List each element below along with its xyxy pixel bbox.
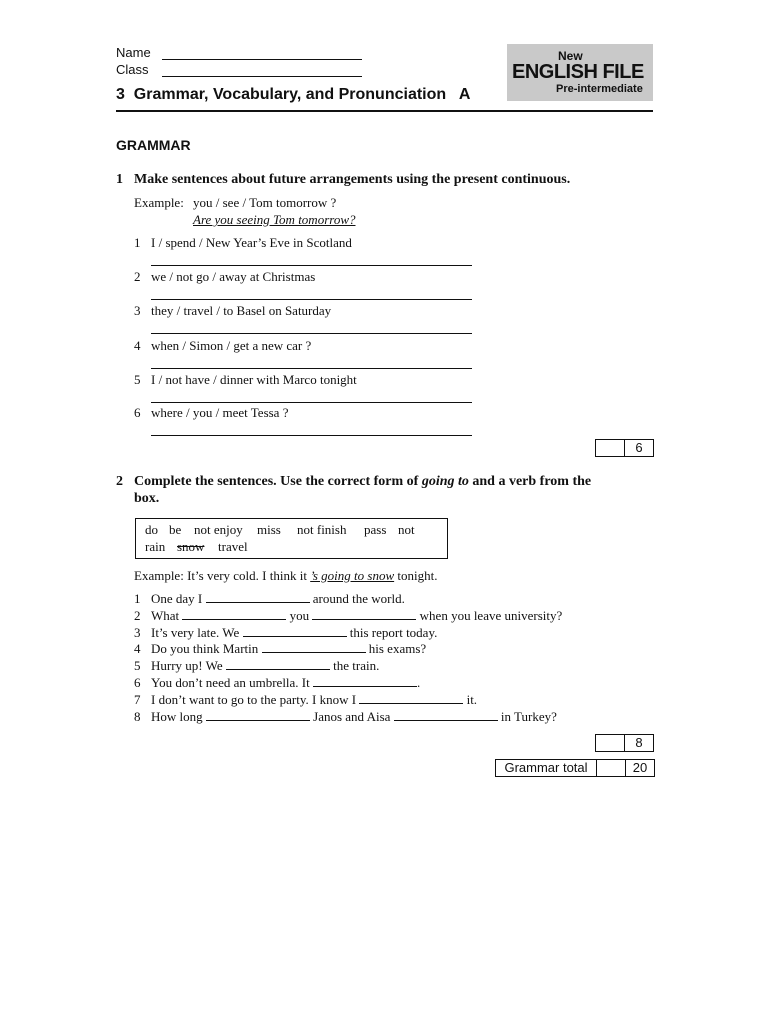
q2-instruction-part2: and a verb from the [472, 474, 592, 489]
q2-item-text: Janos and Aisa [313, 709, 391, 724]
q2-item [151, 675, 420, 691]
page-title: 3 Grammar, Vocabulary, and Pronunciation A [116, 86, 471, 103]
q2-item-text: you [289, 608, 310, 623]
q2-item [151, 709, 557, 725]
q2-score-max: 8 [635, 735, 643, 750]
box-word: not [398, 522, 415, 537]
q2-blank[interactable] [394, 710, 498, 721]
q2-blank[interactable] [313, 676, 417, 687]
box-word: rain [145, 539, 166, 554]
q2-example-post: tonight. [397, 568, 438, 583]
q2-instruction-part1: Complete the sentences. Use the correct form of [134, 474, 419, 489]
q1-score-box [595, 439, 654, 457]
box-word: not finish [297, 522, 347, 537]
q2-item-text: the train. [333, 658, 380, 673]
q2-item-number: 8 [134, 709, 141, 724]
q2-item-number: 7 [134, 692, 141, 707]
name-label: Name [116, 45, 151, 60]
q1-example-prompt: you / see / Tom tomorrow ? [193, 195, 337, 210]
q2-item-text: You don’t need an umbrella. It [151, 675, 310, 690]
q1-item-number: 5 [134, 372, 141, 387]
q2-item-text: One day I [151, 591, 203, 606]
header-rule [116, 110, 653, 112]
q2-item-number: 2 [134, 608, 141, 623]
q2-item-text: in Turkey? [500, 709, 557, 724]
box-word: do [145, 522, 158, 537]
logo-sub: Pre-intermediate [556, 83, 643, 95]
q2-item-text: I don’t want to go to the party. I know I [151, 692, 357, 707]
box-word: be [169, 522, 182, 537]
q2-item-text: It’s very late. We [151, 625, 240, 640]
q2-item-number: 4 [134, 641, 141, 656]
grammar-total-input[interactable] [597, 760, 626, 776]
name-field[interactable] [162, 46, 362, 60]
box-word-crossed: snow [177, 539, 205, 554]
q1-answer-line[interactable] [151, 435, 472, 436]
q2-blank[interactable] [243, 626, 347, 637]
q2-item-text: his exams? [368, 641, 427, 656]
q2-item [151, 591, 405, 607]
q2-item-text: Hurry up! We [151, 658, 223, 673]
box-word: pass [364, 522, 387, 537]
word-box [135, 518, 448, 559]
q1-example-answer: Are you seeing Tom tomorrow? [193, 212, 356, 227]
q2-instruction-italic: going to [421, 474, 469, 489]
q2-score-input[interactable] [596, 735, 625, 751]
q2-item [151, 608, 562, 624]
q1-item-number: 1 [134, 235, 141, 250]
logo-main: ENGLISH FILE [512, 61, 644, 83]
q2-item-text: this report today. [349, 625, 438, 640]
q1-answer-line[interactable] [151, 333, 472, 334]
q2-blank[interactable] [312, 609, 416, 620]
q1-item-text: we / not go / away at Christmas [151, 269, 316, 284]
q1-item-text: where / you / meet Tessa ? [151, 405, 289, 420]
q1-item-text: I / not have / dinner with Marco tonight [151, 372, 357, 387]
q1-answer-line[interactable] [151, 402, 472, 403]
q2-instruction-line2: box. [134, 491, 160, 506]
q2-example-label: Example: [134, 568, 184, 583]
class-field[interactable] [162, 63, 362, 77]
box-word: travel [218, 539, 248, 554]
q2-item-number: 1 [134, 591, 141, 606]
q2-blank[interactable] [359, 693, 463, 704]
q1-score-max: 6 [635, 440, 643, 455]
q2-item-number: 3 [134, 625, 141, 640]
q1-item-number: 2 [134, 269, 141, 284]
q2-item-text: Do you think Martin [151, 641, 259, 656]
q1-item-number: 3 [134, 303, 141, 318]
q1-score-input[interactable] [596, 440, 625, 456]
q1-item-text: when / Simon / get a new car ? [151, 338, 312, 353]
q2-item-text: it. [466, 692, 478, 707]
q2-number: 2 [116, 474, 123, 489]
q1-example-label: Example: [134, 195, 184, 210]
q2-blank[interactable] [206, 592, 310, 603]
grammar-total-max: 20 [632, 760, 648, 775]
q2-item [151, 625, 437, 641]
q1-answer-line[interactable] [151, 368, 472, 369]
q2-blank[interactable] [206, 710, 310, 721]
q2-item-text: What [151, 608, 180, 623]
q2-item [151, 641, 426, 657]
q2-item [151, 658, 379, 674]
q2-example-pre: It’s very cold. I think it [187, 568, 307, 583]
box-word: not enjoy [194, 522, 243, 537]
section-title: GRAMMAR [116, 137, 191, 153]
q2-item-text: . [417, 675, 421, 690]
q2-score-box [595, 734, 654, 752]
grammar-total-label: Grammar total [496, 760, 597, 776]
grammar-total-box [495, 759, 655, 777]
q2-blank[interactable] [262, 642, 366, 653]
q2-item-number: 6 [134, 675, 141, 690]
q1-number: 1 [116, 172, 123, 187]
q2-item [151, 692, 477, 708]
logo-new: New [558, 49, 583, 63]
q1-item-text: they / travel / to Basel on Saturday [151, 303, 332, 318]
q2-blank[interactable] [226, 659, 330, 670]
q2-item-text: around the world. [312, 591, 405, 606]
q1-answer-line[interactable] [151, 265, 472, 266]
q2-blank[interactable] [182, 609, 286, 620]
box-word: miss [257, 522, 281, 537]
q2-example-answer: ’s going to snow [310, 568, 395, 583]
q2-example [134, 568, 437, 584]
english-file-logo [507, 44, 653, 101]
q2-item-text: How long [151, 709, 203, 724]
q2-instruction [134, 474, 591, 490]
q1-item-number: 6 [134, 405, 141, 420]
q1-instruction: Make sentences about future arrangements using the present continuous. [134, 172, 571, 187]
q1-item-text: I / spend / New Year’s Eve in Scotland [151, 235, 352, 250]
q1-answer-line[interactable] [151, 299, 472, 300]
q2-item-text: when you leave university? [419, 608, 563, 623]
q1-item-number: 4 [134, 338, 141, 353]
q2-item-number: 5 [134, 658, 141, 673]
class-label: Class [116, 62, 149, 77]
